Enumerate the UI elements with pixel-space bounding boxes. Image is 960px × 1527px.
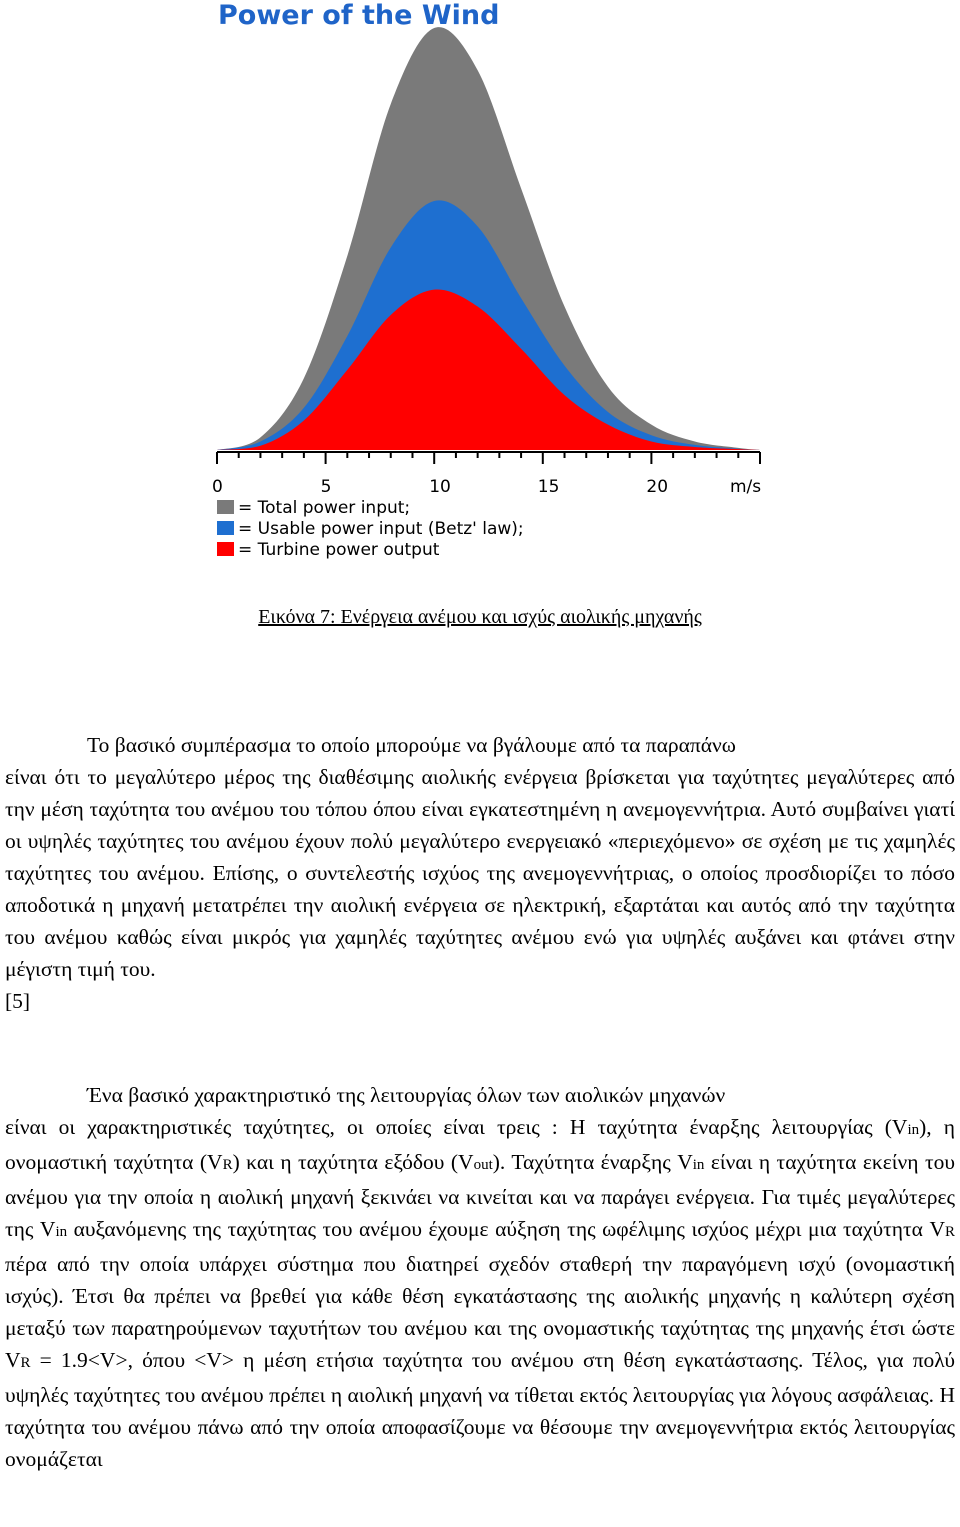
paragraph-2-text-8: = 1.9<V>, όπου <V> η μέση ετήσια ταχύτητα του ανέμου στη θέση εγκατάστασης. Τέλος, για πολύ υψηλές ταχύτητες του ανέμου πρέπει η αιολική μηχανή να τίθεται εκτός λειτουργίας για λόγους ασφάλειας. Η ταχύτητα του ανέμου πάνω από την οποία αποφασίζουμε να θέσουμε την ανεμογεννήτρια εκτός λειτουργίας ονομάζεται bbox=[5, 1348, 955, 1471]
paragraph-2-text-2: ), η ονομαστική ταχύτητα (V bbox=[5, 1115, 956, 1174]
subscript-in: in bbox=[55, 1224, 68, 1240]
figure-caption: Εικόνα 7: Ενέργεια ανέμου και ισχύς αιολικής μηχανής bbox=[258, 606, 702, 628]
x-tick-label: 10 bbox=[429, 477, 451, 497]
wind-power-chart bbox=[200, 0, 780, 570]
paragraph-1-first-line: Το βασικό συμπέρασμα το οποίο μπορούμε να βγάλουμε από τα παραπάνω bbox=[87, 733, 736, 757]
x-tick-label: 5 bbox=[320, 477, 332, 497]
legend-label: = Usable power input (Betz' law); bbox=[238, 519, 524, 539]
chart-areas bbox=[217, 27, 760, 450]
x-axis-unit-label: m/s bbox=[730, 477, 762, 497]
chart-canvas bbox=[200, 0, 780, 570]
paragraph-2-first-line: Ένα βασικό χαρακτηριστικό της λειτουργίας όλων των αιολικών μηχανών bbox=[87, 1083, 726, 1107]
reference-marker: [5] bbox=[5, 989, 31, 1013]
paragraph-2-text-4: ). Ταχύτητα έναρξης V bbox=[492, 1150, 693, 1174]
x-tick-label: 15 bbox=[537, 477, 560, 497]
x-axis bbox=[212, 452, 761, 497]
paragraph-1-body: είναι ότι το μεγαλύτερο μέρος της διαθέσιμης αιολικής ενέργεια βρίσκεται για ταχύτητες μεγαλύτερες από την μέση ταχύτητα του ανέμου του τόπου όπου είναι εγκατεστημένη η ανεμογεννήτρια. Αυτό συμβαίνει γιατί οι υψηλές ταχύτητες του ανέμου έχουν πολύ μεγαλύτερο ενεργειακό «περιεχόμενο» σε σχέση με τις χαμηλές ταχύτητες του ανέμου. Επίσης, ο συντελεστής ισχύος της ανεμογεννήτριας, ο οποίος προσδιορίζει το πόσο αποδοτικά η μηχανή μετατρέπει την αιολική ενέργεια σε ηλεκτρική, εξαρτάται και αυτός από την ταχύτητα του ανέμου καθώς είναι μικρός για χαμηλές ταχύτητες ανέμου ενώ για υψηλές αυξάνει και φτάνει στην μέγιστη τιμή του. bbox=[5, 765, 955, 981]
legend-swatch bbox=[217, 500, 234, 514]
paragraph-2-text-1: είναι οι χαρακτηριστικές ταχύτητες, οι οποίες είναι τρεις : Η ταχύτητα έναρξης λειτουργίας (V bbox=[5, 1115, 908, 1139]
legend-swatch bbox=[217, 521, 234, 535]
legend-label: = Total power input; bbox=[238, 498, 411, 518]
subscript-in: in bbox=[907, 1122, 920, 1138]
paragraph-1 bbox=[5, 729, 955, 1017]
chart-title: Power of the Wind bbox=[218, 0, 500, 31]
subscript-out: out bbox=[473, 1157, 493, 1173]
x-tick-label: 20 bbox=[646, 477, 669, 497]
paragraph-2-text-6: αυξανόμενης της ταχύτητας του ανέμου έχουμε αύξηση της ωφέλιμης ισχύος μέχρι μια ταχύτητα V bbox=[67, 1217, 945, 1241]
legend-swatch bbox=[217, 542, 234, 556]
subscript-in: in bbox=[692, 1157, 705, 1173]
subscript-r: R bbox=[944, 1224, 955, 1240]
paragraph-2 bbox=[5, 1079, 955, 1475]
chart-legend bbox=[217, 498, 524, 560]
subscript-r: R bbox=[20, 1355, 31, 1371]
paragraph-2-text-3: ) και η ταχύτητα εξόδου (V bbox=[232, 1150, 474, 1174]
paragraph-2-text-7: πέρα από την οποία υπάρχει σύστημα που διατηρεί σχεδόν σταθερή την παραγόμενη ισχύ (ονομαστική ισχύς). Έτσι θα πρέπει να βρεθεί για κάθε θέση εγκατάστασης της αιολικής μηχανής η καλύτερη σχέση μεταξύ των παρατηρούμενων ταχυτήτων του ανέμου και της ονομαστικής ταχύτητας της μηχανής έτσι ώστε V bbox=[5, 1252, 955, 1372]
subscript-r: R bbox=[222, 1157, 233, 1173]
x-tick-label: 0 bbox=[212, 477, 223, 497]
paragraph-2-text-5: είναι η ταχύτητα εκείνη του ανέμου για την οποία η αιολική μηχανή ξεκινάει να κινείται και να παράγει ενέργεια. Για τιμές μεγαλύτερες της V bbox=[5, 1150, 955, 1241]
legend-label: = Turbine power output bbox=[238, 540, 440, 560]
